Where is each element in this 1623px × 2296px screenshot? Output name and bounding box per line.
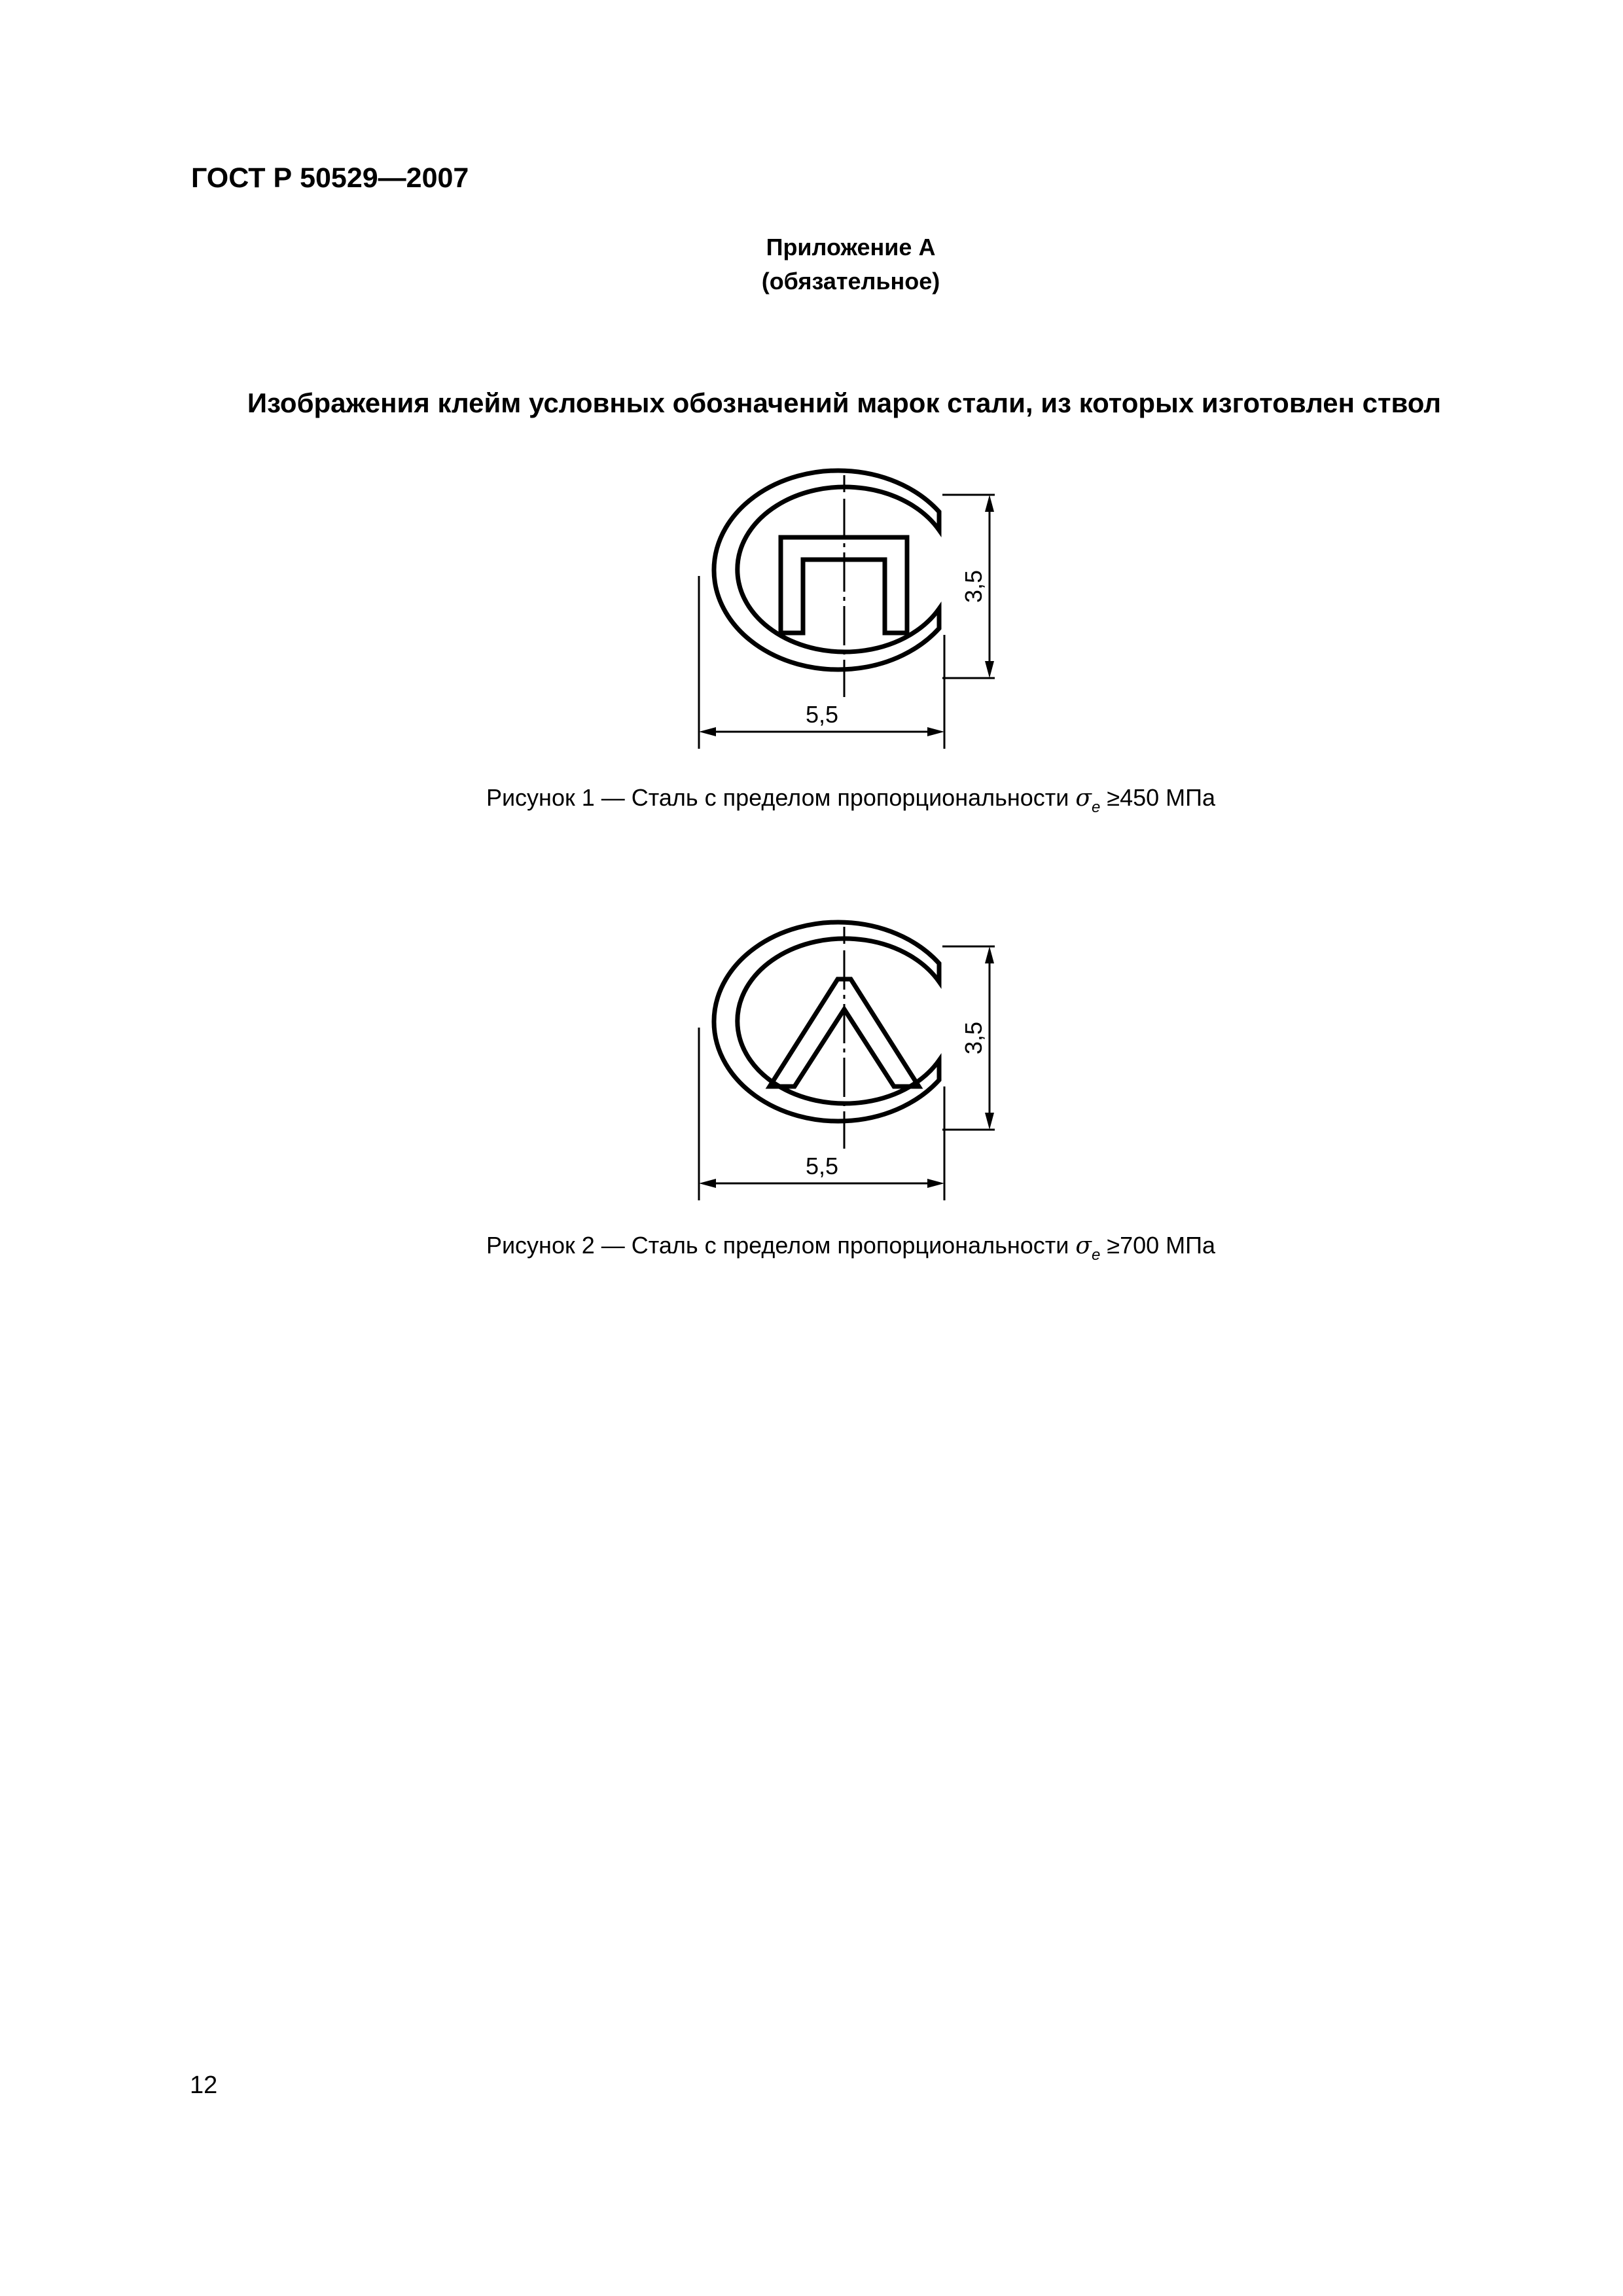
dimension-width-label: 5,5 [805, 1153, 839, 1179]
sigma-subscript: е [1091, 1246, 1101, 1264]
caption-value: ≥450 МПа [1107, 784, 1216, 811]
annex-block [654, 230, 1047, 298]
sigma-symbol: σ [1075, 785, 1092, 812]
sigma-symbol: σ [1075, 1232, 1092, 1259]
dimension-width-label: 5,5 [805, 701, 839, 728]
stamp-c-el-icon [654, 903, 1047, 1211]
document-code: ГОСТ Р 50529—2007 [191, 162, 469, 194]
annex-title: Приложение А [766, 234, 936, 260]
page-number: 12 [190, 2072, 218, 2099]
caption-value: ≥700 МПа [1107, 1232, 1216, 1259]
caption-text: Рисунок 2 — Сталь с пределом пропорциональности [486, 1232, 1069, 1259]
annex-status: (обязательное) [761, 268, 940, 295]
figure-2 [654, 903, 1047, 1211]
section-heading: Изображения клейм условных обозначений марок стали, из которых изготовлен ствол [247, 387, 1442, 418]
figure-2-caption [327, 1232, 1374, 1265]
dimension-height-label: 3,5 [960, 1021, 987, 1055]
stamp-c-pe-icon [654, 452, 1047, 759]
caption-text: Рисунок 1 — Сталь с пределом пропорциональности [486, 784, 1069, 811]
dimension-height-label: 3,5 [960, 569, 987, 603]
sigma-subscript: е [1091, 798, 1101, 816]
figure-1 [654, 452, 1047, 759]
figure-1-caption [327, 784, 1374, 817]
